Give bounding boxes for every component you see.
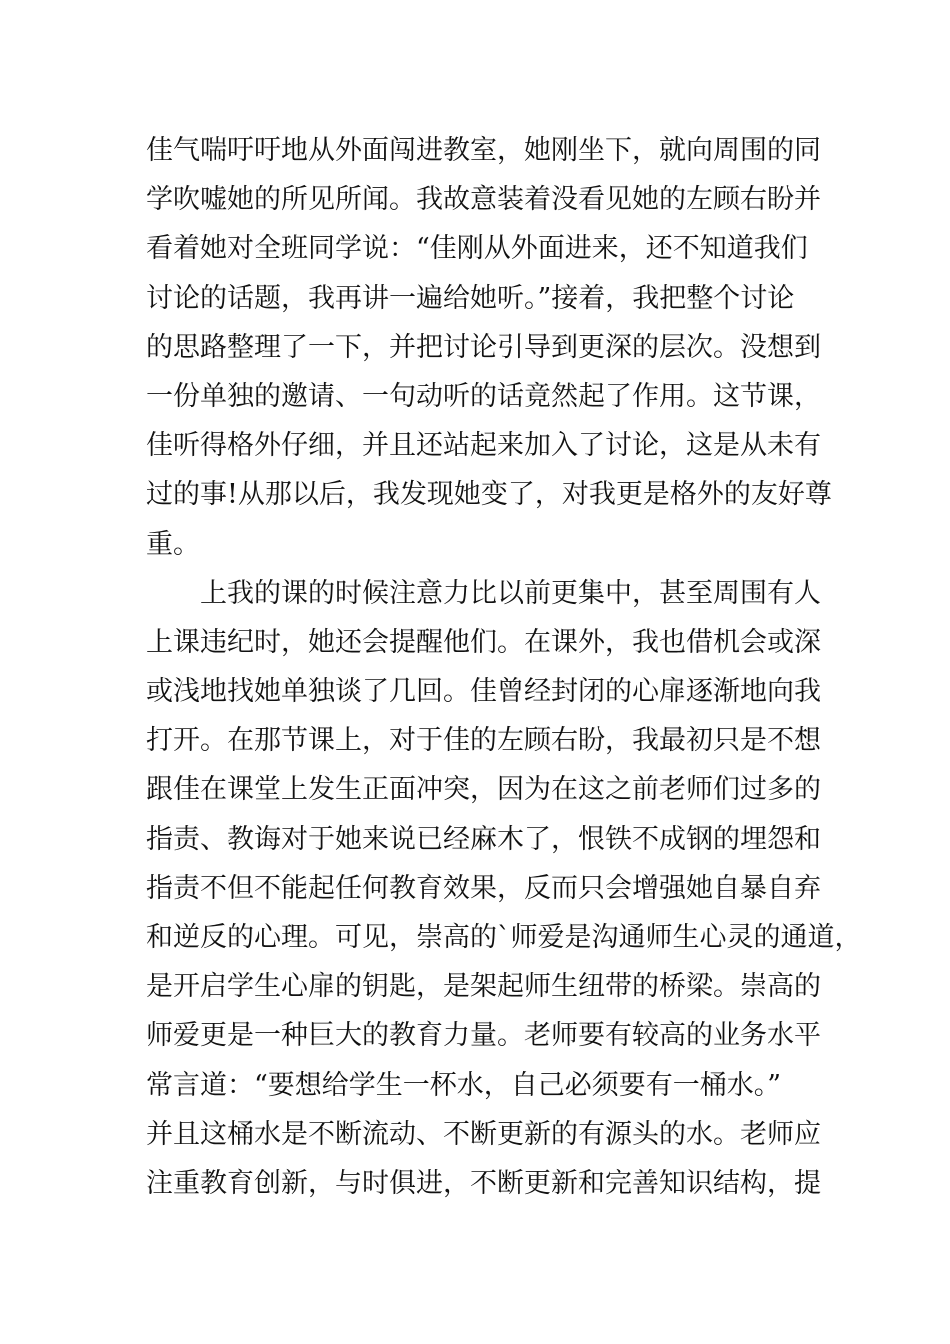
text-line: 并且这桶水是不断流动、不断更新的有源头的水。老师应 <box>146 1118 821 1150</box>
document-body <box>146 126 862 1208</box>
text-line: 佳气喘吁吁地从外面闯进教室，她刚坐下，就向周围的同 <box>146 135 821 166</box>
text-line: 讨论的话题，我再讲一遍给她听。”接着，我把整个讨论 <box>146 282 795 314</box>
text-line: 学吹嘘她的所见所闻。我故意装着没看见她的左顾右盼并 <box>146 184 821 216</box>
text-line: 是开启学生心扉的钥匙，是架起师生纽带的桥梁。崇高的 <box>146 971 821 1003</box>
text-line: 指责、教诲对于她来说已经麻木了，恨铁不成钢的埋怨和 <box>146 823 821 855</box>
text-line: 佳听得格外仔细，并且还站起来加入了讨论，这是从未有 <box>146 430 821 462</box>
text-line: 一份单独的邀请、一句动听的话竟然起了作用。这节课， <box>146 380 821 412</box>
text-line: 指责不但不能起任何教育效果，反而只会增强她自暴自弃 <box>146 872 821 904</box>
text-line: 师爱更是一种巨大的教育力量。老师要有较高的业务水平 <box>146 1020 821 1052</box>
text-line: 重。 <box>146 528 200 560</box>
text-line: 过的事!从那以后，我发现她变了，对我更是格外的友好尊 <box>146 479 832 511</box>
text-line: 或浅地找她单独谈了几回。佳曾经封闭的心扉逐渐地向我 <box>146 676 821 708</box>
text-line: 的思路整理了一下，并把讨论引导到更深的层次。没想到 <box>146 331 821 363</box>
text-line: 上课违纪时，她还会提醒他们。在课外，我也借机会或深 <box>146 626 821 658</box>
text-line: 跟佳在课堂上发生正面冲突，因为在这之前老师们过多的 <box>146 774 821 806</box>
text-line: 看着她对全班同学说：“佳刚从外面进来，还不知道我们 <box>146 233 808 265</box>
text-line: 打开。在那节课上，对于佳的左顾右盼，我最初只是不想 <box>146 725 821 757</box>
text-line: 和逆反的心理。可见，崇高的`师爱是沟通师生心灵的通道， <box>146 922 862 953</box>
text-line: 注重教育创新，与时俱进，不断更新和完善知识结构，提 <box>146 1167 821 1199</box>
text-line: 常言道：“要想给学生一杯水，自己必须要有一桶水。” <box>146 1069 782 1101</box>
paragraph-first-line: 上我的课的时候注意力比以前更集中，甚至周围有人 <box>200 577 821 609</box>
